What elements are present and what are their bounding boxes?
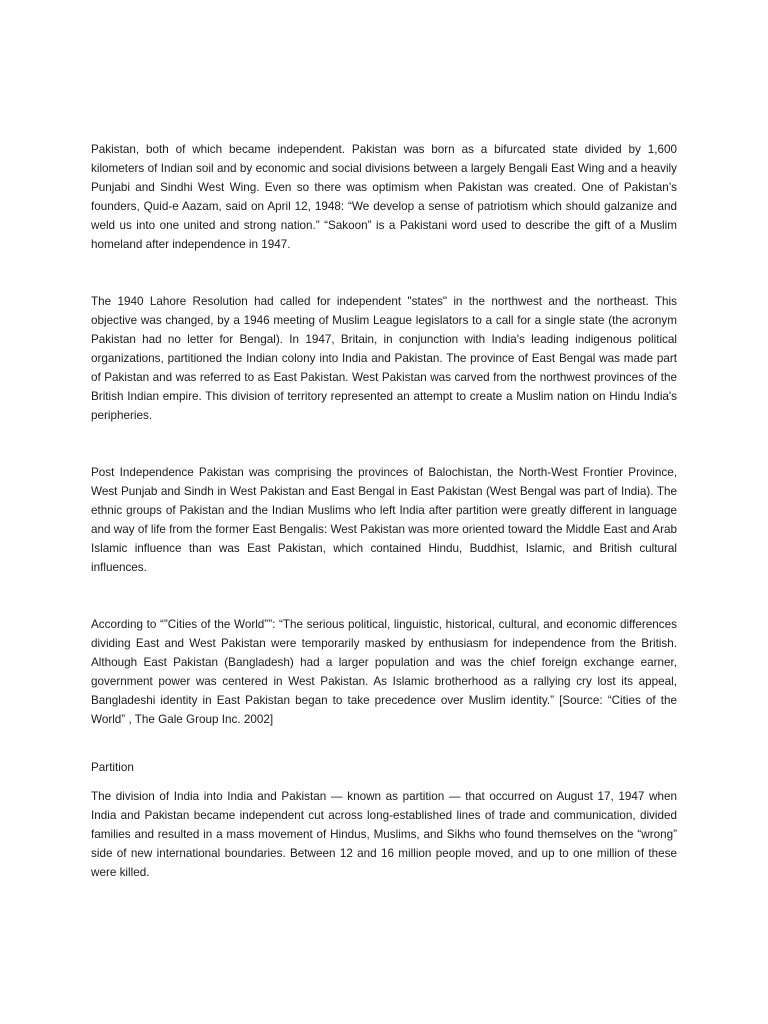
paragraph-partition: The division of India into India and Pakistan — known as partition — that occurred on August 17, 1947 when India and Pakistan became independent cut across long-established lines of trade and communication, divided families and resulted in a mass movement of Hindus, Muslims, and Sikhs who found themselves on the “wrong” side of new international boundaries. Between 12 and 16 million people moved, and up to one million of these were killed. — [91, 790, 677, 879]
paragraph-post-independence: Post Independence Pakistan was comprising the provinces of Balochistan, the North-West Frontier Province, West Punjab and Sindh in West Pakistan and East Bengal in East Pakistan (West Bengal was part of India). The ethnic groups of Pakistan and the Indian Muslims who left India after partition were greatly different in language and way of life from the former East Bengalis: West Pakistan was more oriented toward the Middle East and Arab Islamic influence than was East Pakistan, which contained Hindu, Buddhist, Islamic, and British cultural influences. — [91, 466, 677, 574]
document-body — [91, 140, 677, 882]
section-heading-partition: Partition — [91, 761, 134, 774]
paragraph-cities-of-the-world: According to “”Cities of the World””: “The serious political, linguistic, historical, cultural, and economic differences dividing East and West Pakistan were temporarily masked by enthusiasm for independence from the British. Although East Pakistan (Bangladesh) had a larger population and was the chief foreign exchange earner, government power was centered in West Pakistan. As Islamic brotherhood as a rallying cry lost its appeal, Bangladeshi identity in East Pakistan began to take precedence over Muslim identity.” [Source: “Cities of the World” , The Gale Group Inc. 2002] — [91, 618, 677, 726]
paragraph-lahore-resolution: The 1940 Lahore Resolution had called for independent "states" in the northwest and the northeast. This objective was changed, by a 1946 meeting of Muslim League legislators to a call for a single state (the acronym Pakistan had no letter for Bengal). In 1947, Britain, in conjunction with India's leading indigenous political organizations, partitioned the Indian colony into India and Pakistan. The province of East Bengal was made part of Pakistan and was referred to as East Pakistan. West Pakistan was carved from the northwest provinces of the British Indian empire. This division of territory represented an attempt to create a Muslim nation on Hindu India's peripheries. — [91, 295, 677, 422]
paragraph-pakistan-independence: Pakistan, both of which became independent. Pakistan was born as a bifurcated state divided by 1,600 kilometers of Indian soil and by economic and social divisions between a largely Bengali East Wing and a heavily Punjabi and Sindhi West Wing. Even so there was optimism when Pakistan was created. One of Pakistan’s founders, Quid-e Aazam, said on April 12, 1948: “We develop a sense of patriotism which should galzanize and weld us into one united and strong nation.” “Sakoon” is a Pakistani word used to describe the gift of a Muslim homeland after independence in 1947. — [91, 143, 677, 251]
